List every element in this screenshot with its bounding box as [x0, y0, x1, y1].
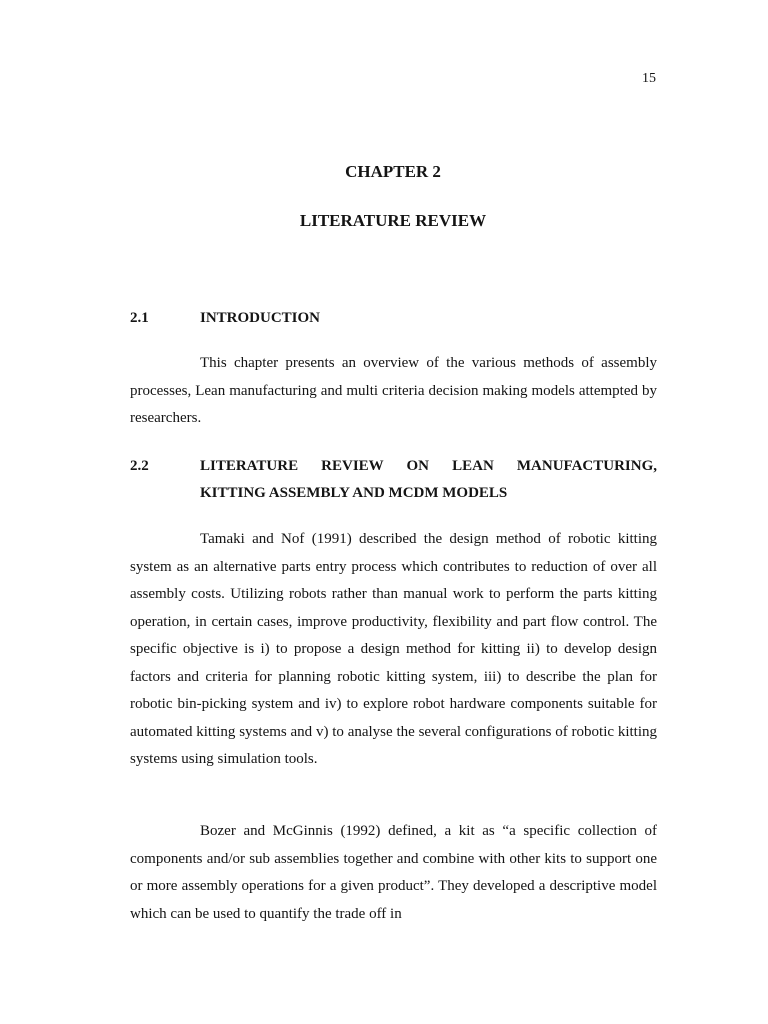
- section-title-line-2: KITTING ASSEMBLY AND MCDM MODELS: [200, 485, 508, 501]
- section-title: [200, 453, 657, 507]
- paragraph-tamaki-nof: Tamaki and Nof (1991) described the design method of robotic kitting system as an alternative parts entry process which contributes to reduction of over all assembly costs. Utilizing robots rather than manual work to perform the parts kitting operation, in certain cases, improve productivity, flexibility and part flow control. The specific objective is i) to propose a design method for kitting ii) to develop design factors and criteria for planning robotic kitting system, iii) to describe the plan for robotic bin-picking system and iv) to explore robot hardware components suitable for automated kitting systems and v) to analyse the several configurations of robotic kitting systems using simulation tools.: [130, 531, 657, 767]
- section-title-line-1: LITERATURE REVIEW ON LEAN MANUFACTURING,: [200, 458, 657, 474]
- section-title: INTRODUCTION: [200, 310, 321, 326]
- section-number: 2.1: [130, 310, 149, 326]
- section-number: 2.2: [130, 458, 149, 474]
- section-heading-introduction: [130, 305, 657, 332]
- paragraph-introduction: This chapter presents an overview of the various methods of assembly processes, Lean manufacturing and multi criteria decision making models attempted by researchers.: [130, 355, 657, 426]
- chapter-number: CHAPTER 2: [345, 162, 441, 181]
- section-heading-literature-review: [130, 453, 657, 507]
- page-number: 15: [642, 71, 656, 86]
- paragraph-bozer-mcginnis: Bozer and McGinnis (1992) defined, a kit as “a specific collection of components and/or sub assemblies together and combine with other kits to support one or more assembly operations for a given product”. They developed a descriptive model which can be used to quantify the trade off in: [130, 823, 657, 922]
- chapter-title: LITERATURE REVIEW: [299, 211, 487, 230]
